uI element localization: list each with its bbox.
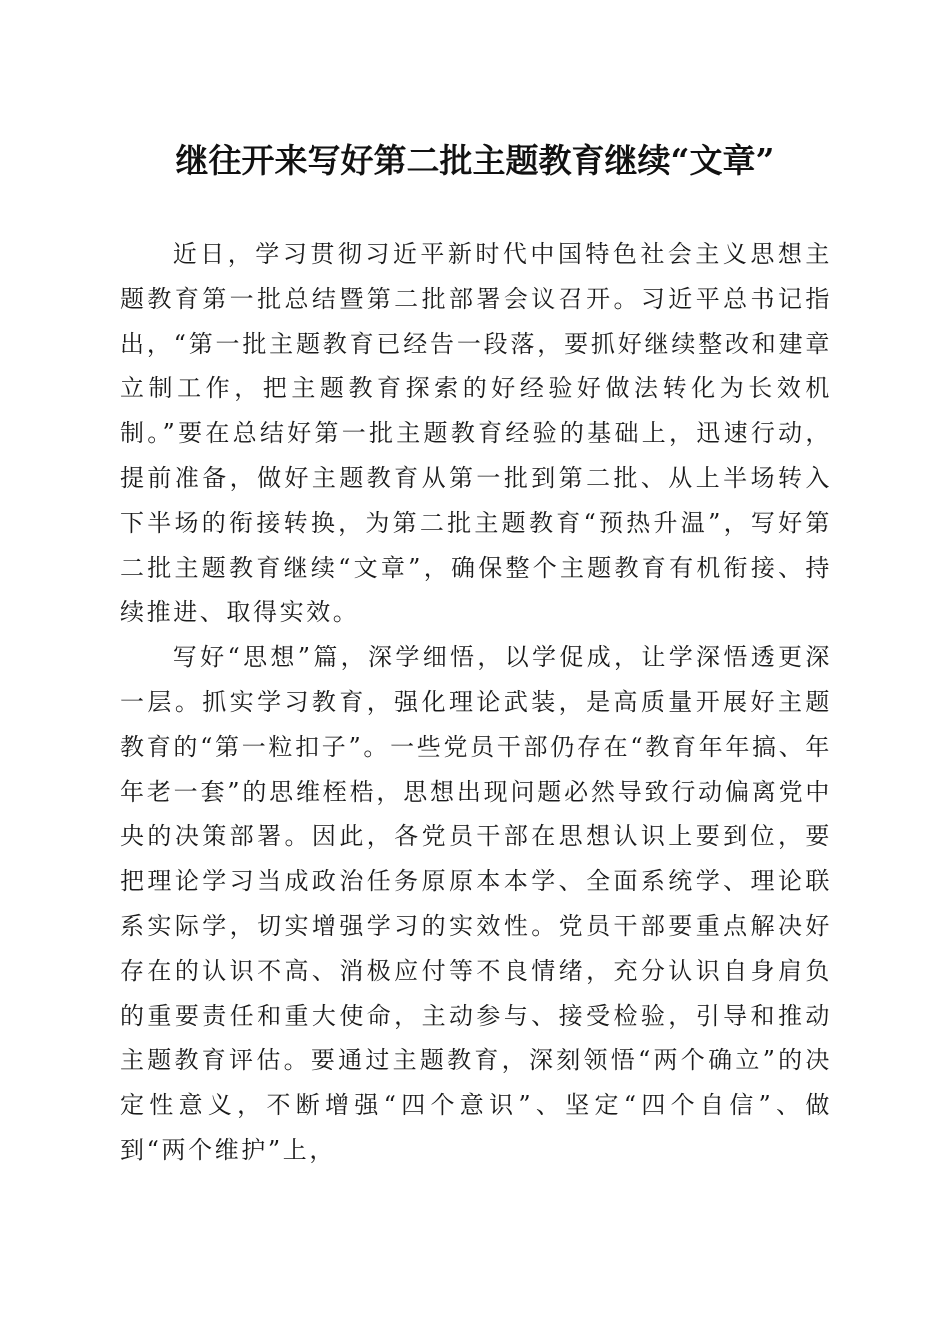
paragraph-2: 写好“思想”篇，深学细悟，以学促成，让学深悟透更深一层。抓实学习教育，强化理论武装，是高质量开展好主题教育的“第一粒扣子”。一些党员干部仍存在“教育年年搞、年年老一套”的思维桎梏，思想出现问题必然导致行动偏离党中央的决策部署。因此，各党员干部在思想认识上要到位，要把理论学习当成政治任务原原本本学、全面系统学、理论联系实际学，切实增强学习的实效性。党员干部要重点解决好存在的认识不高、消极应付等不良情绪，充分认识自身肩负的重要责任和重大使命，主动参与、接受检验，引导和推动主题教育评估。要通过主题教育，深刻领悟“两个确立”的决定性意义，不断增强“四个意识”、坚定“四个自信”、做到“两个维护”上，: [120, 643, 832, 1164]
paragraph-1: 近日，学习贯彻习近平新时代中国特色社会主义思想主题教育第一批总结暨第二批部署会议召开。习近平总书记指出，“第一批主题教育已经告一段落，要抓好继续整改和建章立制工作，把主题教育探索的好经验好做法转化为长效机制。”要在总结好第一批主题教育经验的基础上，迅速行动，提前准备，做好主题教育从第一批到第二批、从上半场转入下半场的衔接转换，为第二批主题教育“预热升温”，写好第二批主题教育继续“文章”，确保整个主题教育有机衔接、持续推进、取得实效。: [120, 240, 832, 627]
document-title: 继往开来写好第二批主题教育继续“文章”: [175, 141, 775, 180]
document-body: [120, 232, 832, 1173]
